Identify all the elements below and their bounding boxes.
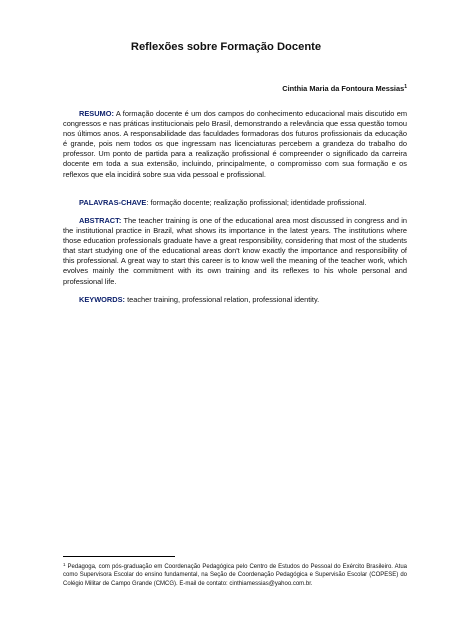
footnote-divider [63, 556, 175, 557]
author-line [282, 82, 407, 94]
footnote-mark: 1 [63, 562, 66, 567]
palavras-chave-paragraph [63, 198, 407, 208]
abstract-text: The teacher training is one of the educational area most discussed in congress and in the institutional practice in Brazil, what shows its importance in the latest years. The institutions where those education professionals graduate have a great responsibility, considering that most of the students that start studying one of the educational areas don't know exactly the importance and responsibility of this professional. A great way to start this career is to know well the meaning of the teacher work, which evolves mainly the commitment with its own training and its reflexes to his whole personal and professional life. [63, 216, 407, 286]
paper-title: Reflexões sobre Formação Docente [130, 41, 322, 53]
author-footnote-mark: 1 [404, 84, 407, 90]
palavras-chave-label: PALAVRAS-CHAVE [79, 198, 147, 207]
resumo-label: RESUMO: [79, 109, 114, 118]
palavras-chave-text: : formação docente; realização profissional; identidade profissional. [146, 198, 367, 207]
footnote [63, 561, 407, 588]
keywords-paragraph [63, 295, 407, 305]
author-name: Cinthia Maria da Fontoura Messias [282, 84, 405, 93]
keywords-text: teacher training, professional relation, professional identity. [127, 295, 320, 304]
abstract-paragraph [63, 216, 407, 287]
keywords-label: KEYWORDS: [79, 295, 125, 304]
resumo-paragraph [63, 109, 407, 180]
abstract-label: ABSTRACT: [79, 216, 122, 225]
resumo-text: A formação docente é um dos campos do conhecimento educacional mais discutido em congressos e nas práticas institucionais pelo Brasil, demonstrando a relevância que essa questão tomou nos últimos anos. A responsabilidade das faculdades formadoras dos futuros profissionais da educação é grande, pois nem todos os que ingressam nas licenciaturas percebem a grandeza do trabalho do professor. Um ponto de partida para a realização profissional é compreender o significado da carreira docente em toda a sua extensão, incluindo, principalmente, o compromisso com sua formação e os reflexos que ela incidirá sobre sua vida pessoal e profissional. [63, 109, 407, 179]
footnote-text: Pedagoga, com pós-graduação em Coordenação Pedagógica pelo Centro de Estudos do Pessoal do Exército Brasileiro. Atua como Supervisora Escolar do ensino fundamental, na Seção de Coordenação Pedagógica e Supervisão Escolar (COPESE) do Colégio Militar de Campo Grande (CMCG). E-mail de contato: cinthiamessias@yahoo.com.br. [63, 564, 408, 587]
